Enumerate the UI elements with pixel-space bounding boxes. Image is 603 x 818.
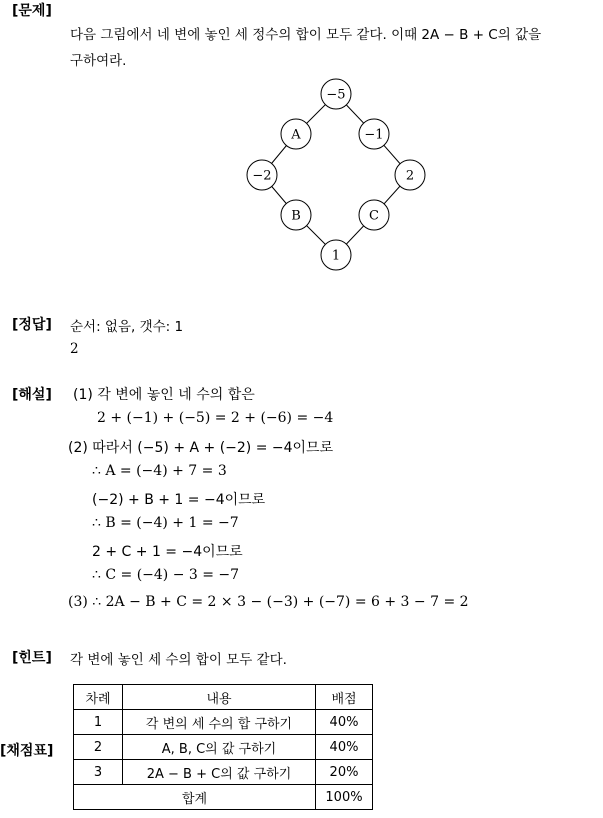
node-a: [281, 119, 311, 149]
row-content: 각 변의 세 수의 합 구하기: [123, 710, 316, 735]
header-order: 차례: [74, 685, 123, 710]
node-left-label: −2: [252, 168, 272, 184]
table-row: [74, 760, 373, 785]
total-label: 합계: [74, 785, 316, 810]
row-points: 20%: [316, 760, 373, 785]
header-content: 내용: [123, 685, 316, 710]
header-points: 배점: [316, 685, 373, 710]
hint-label: [힌트]: [12, 650, 52, 666]
node-c: [359, 200, 389, 230]
node-b-label: B: [291, 208, 301, 224]
node-top-label: −5: [326, 87, 346, 103]
diamond-diagram: [240, 78, 440, 278]
row-points: 40%: [316, 710, 373, 735]
node-bottom-label: 1: [331, 248, 341, 264]
grading-table: [73, 684, 373, 810]
grading-header-row: [74, 685, 373, 710]
node-left: [247, 160, 277, 190]
node-bottom: [321, 240, 351, 270]
node-top-right-label: −1: [364, 127, 384, 143]
row-content: 2A − B + C의 값 구하기: [123, 760, 316, 785]
node-right-label: 2: [405, 168, 415, 184]
node-a-label: A: [291, 127, 301, 143]
node-c-label: C: [369, 208, 379, 224]
grading-label: [채점표]: [0, 743, 54, 759]
hint-text: 각 변에 놓인 세 수의 합이 모두 같다.: [70, 652, 287, 668]
solution-line-6: ∴ B = (−4) + 1 = −7: [92, 515, 239, 531]
table-row: [74, 710, 373, 735]
node-top: [321, 79, 351, 109]
solution-line-9: (3) ∴ 2A − B + C = 2 × 3 − (−3) + (−7) = 6 + 3 − 7 = 2: [68, 594, 469, 610]
problem-text-line2: 구하여라.: [70, 53, 127, 69]
solution-line-1: (1) 각 변에 놓인 네 수의 합은: [73, 387, 255, 403]
row-order: 1: [74, 710, 123, 735]
answer-text-line1: 순서: 없음, 갯수: 1: [70, 319, 184, 335]
answer-label: [정답]: [12, 317, 52, 333]
row-order: 3: [74, 760, 123, 785]
solution-line-4: ∴ A = (−4) + 7 = 3: [92, 463, 227, 479]
problem-label: [문제]: [12, 3, 52, 19]
node-right: [395, 160, 425, 190]
row-points: 40%: [316, 735, 373, 760]
total-value: 100%: [316, 785, 373, 810]
node-b: [281, 200, 311, 230]
node-top-right: [359, 119, 389, 149]
solution-line-3: (2) 따라서 (−5) + A + (−2) = −4이므로: [68, 440, 334, 456]
row-content: A, B, C의 값 구하기: [123, 735, 316, 760]
answer-text-line2: 2: [70, 341, 79, 357]
solution-label: [해설]: [12, 387, 52, 403]
solution-line-5: (−2) + B + 1 = −4이므로: [92, 492, 266, 508]
solution-line-8: ∴ C = (−4) − 3 = −7: [92, 567, 240, 583]
table-row: [74, 735, 373, 760]
row-order: 2: [74, 735, 123, 760]
grading-total-row: [74, 785, 373, 810]
solution-line-7: 2 + C + 1 = −4이므로: [92, 544, 243, 560]
solution-line-2: 2 + (−1) + (−5) = 2 + (−6) = −4: [97, 410, 334, 426]
problem-text-line1: 다음 그림에서 네 변에 놓인 세 정수의 합이 모두 같다. 이때 2A − B + C의 값을: [70, 27, 542, 43]
